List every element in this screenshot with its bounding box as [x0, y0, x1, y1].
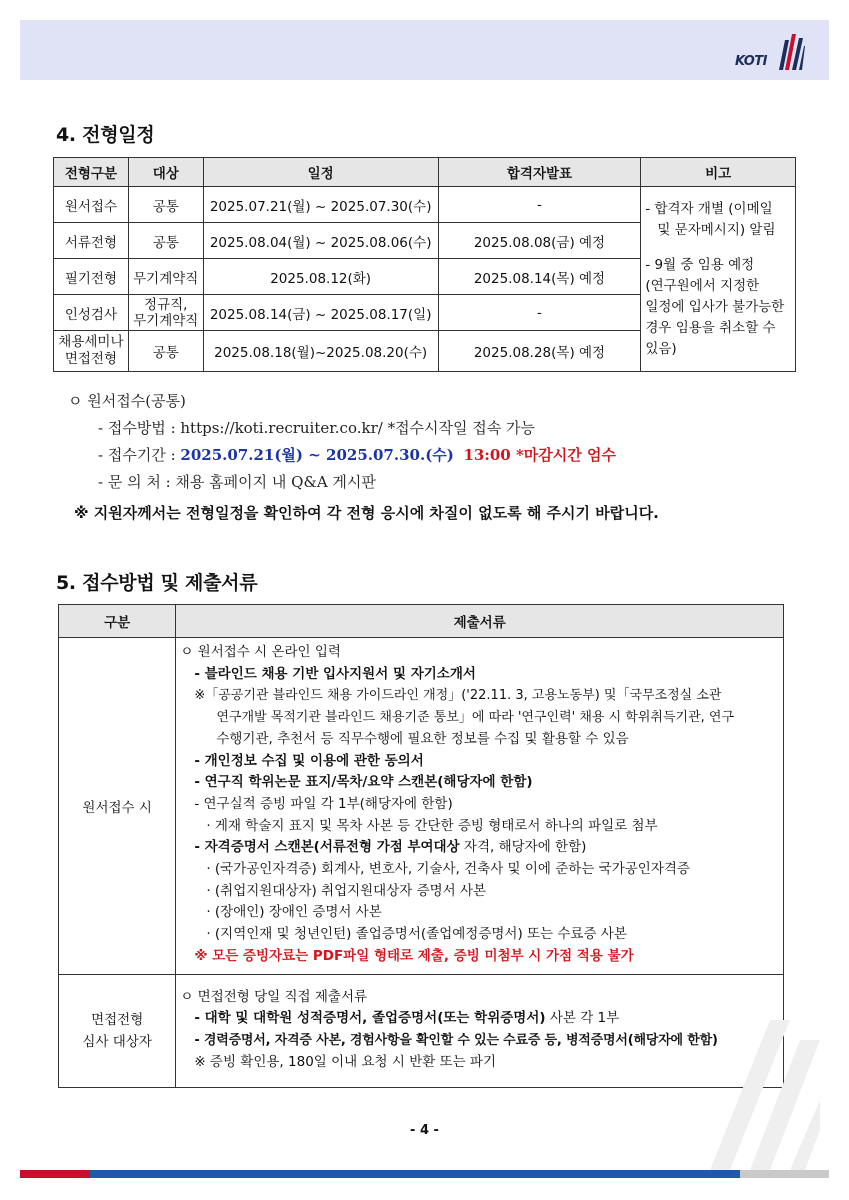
header-schedule: 일정	[203, 158, 438, 187]
period-time: 13:00 *마감시간 엄수	[463, 446, 616, 464]
logo-text: KOTI	[735, 54, 767, 69]
target-cell: 공통	[128, 223, 203, 259]
doc-line: - 경력증명서, 자격증 사본, 경험사항을 확인할 수 있는 수료증 등, 병적증명서(해당자에 한함)	[194, 1032, 718, 1048]
method-line: - 접수방법 : https://koti.recruiter.co.kr/ *접수시작일 접속 가능	[98, 419, 536, 437]
doc-line: 연구개발 목적기관 블라인드 채용기준 통보」에 따라 '연구인력' 채용 시 학위취득기관, 연구	[216, 710, 735, 726]
note-line: 경우 임용을 취소할 수	[645, 319, 776, 336]
header-documents: 제출서류	[176, 605, 784, 638]
documents-header-row	[59, 605, 784, 638]
result-cell: 2025.08.14(목) 예정	[438, 259, 641, 295]
stage-cell: 서류전형	[54, 223, 129, 259]
section4-title: 4. 전형일정	[56, 124, 155, 146]
period-line	[68, 442, 616, 469]
schedule-cell: 2025.08.18(월)~2025.08.20(수)	[203, 331, 438, 372]
doc-line: ㅇ 원서접수 시 온라인 입력	[180, 644, 341, 660]
note-line: 일정에 입사가 불가능한	[645, 298, 785, 315]
result-cell: -	[438, 187, 641, 223]
doc-line	[180, 837, 781, 859]
footer-bar-grey	[740, 1170, 829, 1178]
header-stage: 전형구분	[54, 158, 129, 187]
stage-cell: 채용세미나 면접전형	[54, 331, 129, 372]
doc-line: - 연구직 학위논문 표지/목차/요약 스캔본(해당자에 한함)	[194, 774, 533, 791]
doc-line: · (취업지원대상자) 취업지원대상자 증명서 사본	[206, 882, 487, 899]
footer-bar-blue	[90, 1170, 740, 1178]
contact-line: - 문 의 처 : 채용 홈페이지 내 Q&A 게시판	[98, 473, 376, 491]
header-result: 합격자발표	[438, 158, 641, 187]
watermark-stripes-icon	[700, 1020, 820, 1170]
note-line: 및 문자메시지) 알림	[657, 221, 776, 238]
target-cell: 공통	[128, 331, 203, 372]
category-cell: 원서접수 시	[59, 638, 176, 975]
header-category: 구분	[59, 605, 176, 638]
doc-line-bold: - 자격증명서 스캔본(서류전형 가점 부여대상	[194, 839, 460, 856]
section5-title: 5. 접수방법 및 제출서류	[56, 572, 258, 594]
schedule-cell: 2025.08.04(월) ~ 2025.08.06(수)	[203, 223, 438, 259]
bullet-head: ㅇ 원서접수(공통)	[68, 392, 186, 410]
target-cell: 정규직, 무기계약직	[128, 295, 203, 331]
note-line: - 9월 중 임용 예정	[645, 256, 755, 273]
warning-note: ※ 지원자께서는 전형일정을 확인하여 각 전형 응시에 차질이 없도록 해 주시기 바랍니다.	[74, 504, 659, 522]
header-note: 비고	[641, 158, 796, 187]
stage-cell: 원서접수	[54, 187, 129, 223]
doc-line-rest: 자격, 해당자에 한함)	[459, 839, 587, 856]
schedule-table	[53, 157, 796, 372]
target-cell: 무기계약직	[128, 259, 203, 295]
note-cell	[641, 187, 796, 372]
documents-table	[58, 604, 784, 1088]
stage-cell: 인성검사	[54, 295, 129, 331]
doc-line-rest: 사본 각 1부	[545, 1010, 620, 1027]
doc-line: 수행기관, 추천서 등 직무수행에 필요한 정보를 수집 및 활용할 수 있음	[216, 730, 629, 747]
doc-line: ※ 증빙 확인용, 180일 이내 요청 시 반환 또는 파기	[194, 1053, 497, 1070]
doc-line: · (장애인) 장애인 증명서 사본	[206, 904, 382, 921]
documents-cell	[176, 974, 784, 1088]
target-cell: 공통	[128, 187, 203, 223]
note-line: (연구원에서 지정한	[645, 277, 760, 294]
doc-line: - 개인정보 수집 및 이용에 관한 동의서	[194, 752, 424, 769]
schedule-header-row	[54, 158, 796, 187]
doc-line-bold: - 대학 및 대학원 성적증명서, 졸업증명서(또는 학위증명서)	[194, 1010, 546, 1027]
stage-cell: 필기전형	[54, 259, 129, 295]
result-cell: 2025.08.28(목) 예정	[438, 331, 641, 372]
page-number: - 4 -	[410, 1123, 439, 1138]
period-label: - 접수기간 :	[98, 446, 181, 464]
schedule-cell: 2025.07.21(월) ~ 2025.07.30(수)	[203, 187, 438, 223]
doc-line: · 게재 학술지 표지 및 목차 사본 등 간단한 증빙 형태로서 하나의 파일로 첨부	[206, 817, 658, 834]
table-row	[59, 638, 784, 975]
logo-stripes-icon	[775, 34, 805, 72]
result-cell: -	[438, 295, 641, 331]
koti-logo	[735, 34, 803, 72]
doc-line: ㅇ 면접전형 당일 직접 제출서류	[180, 988, 368, 1005]
header-band	[20, 20, 829, 80]
table-row	[54, 187, 796, 223]
doc-line	[180, 1008, 781, 1030]
application-info	[68, 388, 616, 496]
header-target: 대상	[128, 158, 203, 187]
note-line: - 합격자 개별 (이메일	[645, 200, 773, 217]
doc-line: · (지역인재 및 청년인턴) 졸업증명서(졸업예정증명서) 또는 수료증 사본	[206, 926, 627, 943]
doc-line: - 블라인드 채용 기반 입사지원서 및 자기소개서	[194, 665, 476, 682]
period-value: 2025.07.21(월) ~ 2025.07.30.(수)	[180, 446, 454, 464]
category-cell: 면접전형 심사 대상자	[59, 974, 176, 1088]
documents-cell	[176, 638, 784, 975]
doc-line: - 연구실적 증빙 파일 각 1부(해당자에 한함)	[194, 795, 453, 812]
schedule-cell: 2025.08.14(금) ~ 2025.08.17(일)	[203, 295, 438, 331]
doc-line-warning: ※ 모든 증빙자료는 PDF파일 형태로 제출, 증빙 미첨부 시 가점 적용 불가	[194, 947, 634, 964]
note-line: 있음)	[645, 340, 677, 357]
schedule-cell: 2025.08.12(화)	[203, 259, 438, 295]
doc-line: ※「공공기관 블라인드 채용 가이드라인 개정」('22.11. 3, 고용노동부) 및「국무조정실 소관	[194, 688, 722, 704]
table-row	[59, 974, 784, 1088]
footer-bar-red	[20, 1170, 90, 1178]
result-cell: 2025.08.08(금) 예정	[438, 223, 641, 259]
doc-line: · (국가공인자격증) 회계사, 변호사, 기술사, 건축사 및 이에 준하는 국가공인자격증	[206, 861, 690, 878]
